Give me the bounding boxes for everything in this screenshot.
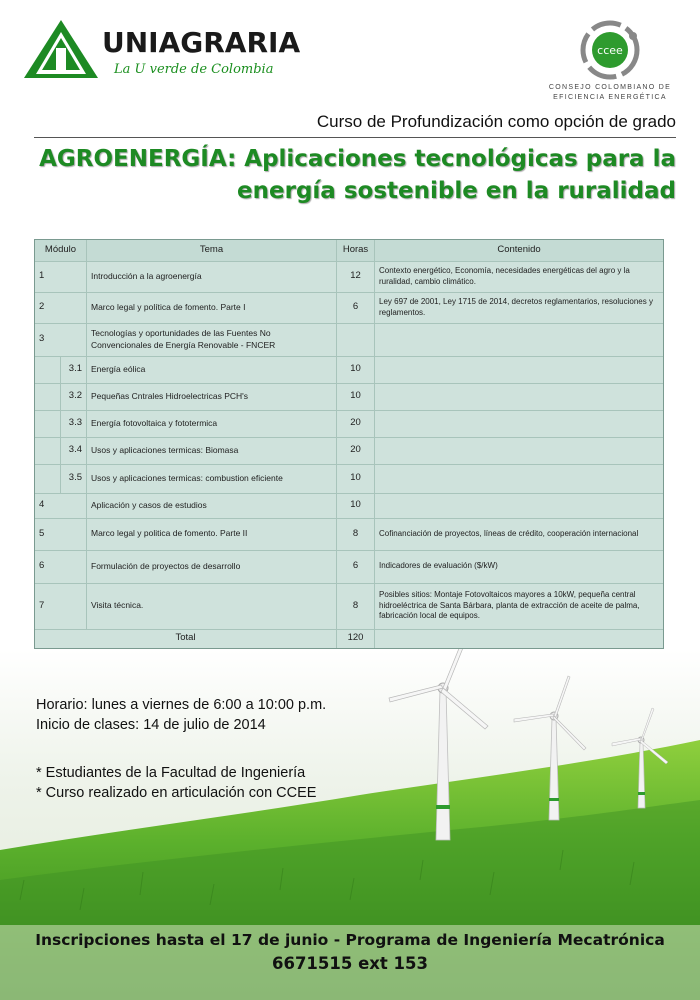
note-articulation: * Curso realizado en articulación con CCEE — [36, 785, 317, 801]
row-contenido — [375, 493, 663, 518]
row-contenido — [375, 323, 663, 356]
row-tema: Usos y aplicaciones termicas: combustion eficiente — [87, 464, 337, 493]
row-horas — [337, 323, 375, 356]
schedule-hours: Horario: lunes a viernes de 6:00 a 10:00 p.m. — [36, 697, 327, 713]
footer-phone: 6671515 ext 153 — [271, 954, 429, 973]
row-contenido — [375, 383, 663, 410]
row-tema: Formulación de proyectos de desarrollo — [87, 550, 337, 583]
page-title-line2: energía sostenible en la ruralidad — [237, 178, 676, 204]
table-total-row — [35, 629, 663, 648]
row-horas: 8 — [337, 583, 375, 629]
ccee-logo — [540, 14, 680, 106]
row-contenido: Contexto energético, Economía, necesidades energéticas del agro y la ruralidad, cambio climático. — [379, 266, 630, 286]
row-modulo-empty — [35, 410, 61, 437]
ccee-logo-mark — [578, 18, 642, 82]
header-horas: Horas — [337, 240, 375, 261]
header-modulo: Módulo — [35, 240, 87, 261]
row-submodulo: 3.5 — [61, 464, 87, 493]
table-row — [35, 356, 663, 384]
table-row — [35, 550, 663, 584]
row-modulo: 4 — [35, 493, 87, 518]
footer-registration: Inscripciones hasta el 17 de junio - Programa de Ingeniería Mecatrónica — [35, 931, 665, 949]
row-horas: 6 — [337, 550, 375, 583]
row-horas: 20 — [337, 410, 375, 437]
row-submodulo: 3.2 — [61, 383, 87, 410]
course-subtitle: Curso de Profundización como opción de grado — [316, 112, 676, 131]
total-label: Total — [35, 629, 337, 648]
row-horas: 8 — [337, 518, 375, 550]
row-contenido: Indicadores de evaluación ($/kW) — [379, 561, 498, 571]
row-modulo: 1 — [35, 261, 87, 292]
course-schedule-table — [34, 239, 664, 649]
row-horas: 10 — [337, 383, 375, 410]
table-row — [35, 383, 663, 411]
row-horas: 10 — [337, 493, 375, 518]
row-modulo-empty — [35, 464, 61, 493]
note-students: * Estudiantes de la Facultad de Ingeniería — [36, 765, 306, 781]
row-modulo: 5 — [35, 518, 87, 550]
table-header-row — [35, 240, 663, 262]
table-row — [35, 493, 663, 519]
row-modulo-empty — [35, 356, 61, 383]
header-tema: Tema — [87, 240, 337, 261]
ccee-short-label: ccee — [597, 44, 623, 57]
table-row — [35, 437, 663, 465]
row-submodulo: 3.3 — [61, 410, 87, 437]
row-tema: Marco legal y política de fomento. Parte I — [87, 292, 337, 323]
row-horas: 6 — [337, 292, 375, 323]
total-hours: 120 — [337, 629, 375, 648]
row-contenido: Posibles sitios: Montaje Fotovoltaicos mayores a 10kW, pequeña central hidroeléctrica de Santa Bárbara, planta de extracción de aceite de palma, fabricación local de equipos. — [379, 590, 640, 621]
table-row — [35, 583, 663, 630]
row-contenido — [375, 437, 663, 464]
row-modulo-empty — [35, 383, 61, 410]
table-row — [35, 518, 663, 551]
row-submodulo: 3.1 — [61, 356, 87, 383]
header-contenido: Contenido — [375, 240, 663, 261]
uniagraria-logo-mark — [22, 18, 100, 80]
row-tema: Energía fotovoltaica y fototermica — [87, 410, 337, 437]
row-tema: Tecnologías y oportunidades de las Fuentes No Convencionales de Energía Renovable - FNCER — [87, 323, 337, 356]
row-tema: Marco legal y politica de fomento. Parte II — [87, 518, 337, 550]
row-submodulo: 3.4 — [61, 437, 87, 464]
row-modulo: 2 — [35, 292, 87, 323]
row-tema: Introducción a la agroenergía — [87, 261, 337, 292]
row-contenido: Cofinanciación de proyectos, líneas de crédito, cooperación internacional — [379, 528, 639, 538]
table-row — [35, 292, 663, 324]
row-tema: Visita técnica. — [87, 583, 337, 629]
page-title-line1: AGROENERGÍA: Aplicaciones tecnológicas para la — [39, 146, 676, 172]
row-horas: 20 — [337, 437, 375, 464]
brand-tagline: La U verde de Colombia — [114, 62, 274, 77]
total-contenido-empty — [375, 629, 663, 648]
row-tema: Aplicación y casos de estudios — [87, 493, 337, 518]
wind-turbine-icon — [380, 630, 700, 850]
brand-name: UNIAGRARIA — [102, 26, 301, 59]
table-row — [35, 323, 663, 357]
row-modulo: 6 — [35, 550, 87, 583]
partner-name-line2: EFICIENCIA ENERGÉTICA — [553, 94, 667, 101]
row-contenido — [375, 464, 663, 493]
row-contenido — [375, 356, 663, 383]
row-modulo-empty — [35, 437, 61, 464]
row-tema: Pequeñas Cntrales Hidroelectricas PCH's — [87, 383, 337, 410]
row-tema: Energía eólica — [87, 356, 337, 383]
partner-name-line1: CONSEJO COLOMBIANO DE — [548, 84, 672, 91]
row-contenido — [375, 410, 663, 437]
table-row — [35, 464, 663, 494]
row-tema: Usos y aplicaciones termicas: Biomasa — [87, 437, 337, 464]
row-contenido: Ley 697 de 2001, Ley 1715 de 2014, decretos reglamentarios, resoluciones y reglamentos. — [379, 297, 653, 317]
header-divider — [34, 137, 676, 138]
row-modulo: 3 — [35, 323, 87, 356]
start-date: Inicio de clases: 14 de julio de 2014 — [36, 717, 266, 733]
row-horas: 10 — [337, 464, 375, 493]
row-horas: 10 — [337, 356, 375, 383]
row-modulo: 7 — [35, 583, 87, 629]
row-horas: 12 — [337, 261, 375, 292]
uniagraria-logo — [22, 18, 322, 88]
table-row — [35, 410, 663, 438]
table-row — [35, 261, 663, 293]
